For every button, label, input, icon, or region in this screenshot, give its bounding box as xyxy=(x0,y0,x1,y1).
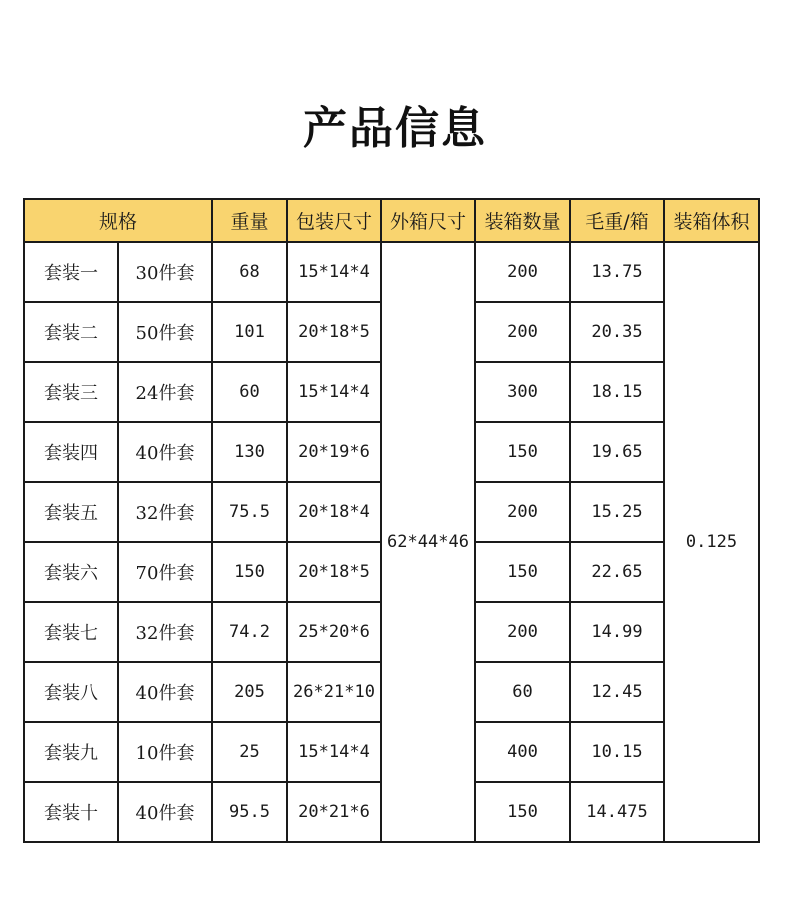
package-size-cell: 20*18*5 xyxy=(287,302,381,362)
weight-cell: 68 xyxy=(212,242,287,302)
header-qty-per-box: 装箱数量 xyxy=(475,199,570,242)
weight-cell: 60 xyxy=(212,362,287,422)
set-name-cell: 套装七 xyxy=(24,602,118,662)
gross-weight-cell: 19.65 xyxy=(570,422,664,482)
pieces-cell: 24件套 xyxy=(118,362,212,422)
header-box-volume: 装箱体积 xyxy=(664,199,759,242)
outer-box-size-cell: 62*44*46 xyxy=(381,242,475,842)
gross-weight-cell: 14.475 xyxy=(570,782,664,842)
weight-cell: 101 xyxy=(212,302,287,362)
package-size-cell: 26*21*10 xyxy=(287,662,381,722)
gross-weight-cell: 22.65 xyxy=(570,542,664,602)
set-name-cell: 套装五 xyxy=(24,482,118,542)
product-info-table xyxy=(23,198,760,843)
package-size-cell: 20*18*5 xyxy=(287,542,381,602)
page-title: 产品信息 xyxy=(303,103,487,154)
pieces-cell: 30件套 xyxy=(118,242,212,302)
qty-cell: 300 xyxy=(475,362,570,422)
set-name-cell: 套装六 xyxy=(24,542,118,602)
package-size-cell: 20*19*6 xyxy=(287,422,381,482)
weight-cell: 75.5 xyxy=(212,482,287,542)
gross-weight-cell: 18.15 xyxy=(570,362,664,422)
header-weight: 重量 xyxy=(212,199,287,242)
qty-cell: 150 xyxy=(475,422,570,482)
set-name-cell: 套装十 xyxy=(24,782,118,842)
gross-weight-cell: 15.25 xyxy=(570,482,664,542)
pieces-cell: 32件套 xyxy=(118,602,212,662)
table-row xyxy=(24,242,759,302)
weight-cell: 205 xyxy=(212,662,287,722)
qty-cell: 200 xyxy=(475,482,570,542)
set-name-cell: 套装八 xyxy=(24,662,118,722)
pieces-cell: 40件套 xyxy=(118,782,212,842)
header-outer-box-size: 外箱尺寸 xyxy=(381,199,475,242)
header-package-size: 包装尺寸 xyxy=(287,199,381,242)
set-name-cell: 套装一 xyxy=(24,242,118,302)
set-name-cell: 套装二 xyxy=(24,302,118,362)
set-name-cell: 套装三 xyxy=(24,362,118,422)
box-volume-cell: 0.125 xyxy=(664,242,759,842)
header-spec: 规格 xyxy=(24,199,212,242)
weight-cell: 74.2 xyxy=(212,602,287,662)
qty-cell: 200 xyxy=(475,302,570,362)
package-size-cell: 15*14*4 xyxy=(287,362,381,422)
header-gross-weight: 毛重/箱 xyxy=(570,199,664,242)
package-size-cell: 15*14*4 xyxy=(287,722,381,782)
pieces-cell: 32件套 xyxy=(118,482,212,542)
header-row xyxy=(24,199,759,242)
weight-cell: 130 xyxy=(212,422,287,482)
package-size-cell: 25*20*6 xyxy=(287,602,381,662)
qty-cell: 150 xyxy=(475,782,570,842)
package-size-cell: 15*14*4 xyxy=(287,242,381,302)
gross-weight-cell: 13.75 xyxy=(570,242,664,302)
pieces-cell: 10件套 xyxy=(118,722,212,782)
weight-cell: 150 xyxy=(212,542,287,602)
gross-weight-cell: 12.45 xyxy=(570,662,664,722)
qty-cell: 400 xyxy=(475,722,570,782)
package-size-cell: 20*18*4 xyxy=(287,482,381,542)
gross-weight-cell: 14.99 xyxy=(570,602,664,662)
pieces-cell: 70件套 xyxy=(118,542,212,602)
qty-cell: 60 xyxy=(475,662,570,722)
set-name-cell: 套装四 xyxy=(24,422,118,482)
qty-cell: 200 xyxy=(475,242,570,302)
table-body xyxy=(24,242,759,842)
qty-cell: 200 xyxy=(475,602,570,662)
gross-weight-cell: 20.35 xyxy=(570,302,664,362)
package-size-cell: 20*21*6 xyxy=(287,782,381,842)
qty-cell: 150 xyxy=(475,542,570,602)
pieces-cell: 40件套 xyxy=(118,662,212,722)
pieces-cell: 50件套 xyxy=(118,302,212,362)
weight-cell: 25 xyxy=(212,722,287,782)
weight-cell: 95.5 xyxy=(212,782,287,842)
set-name-cell: 套装九 xyxy=(24,722,118,782)
gross-weight-cell: 10.15 xyxy=(570,722,664,782)
pieces-cell: 40件套 xyxy=(118,422,212,482)
